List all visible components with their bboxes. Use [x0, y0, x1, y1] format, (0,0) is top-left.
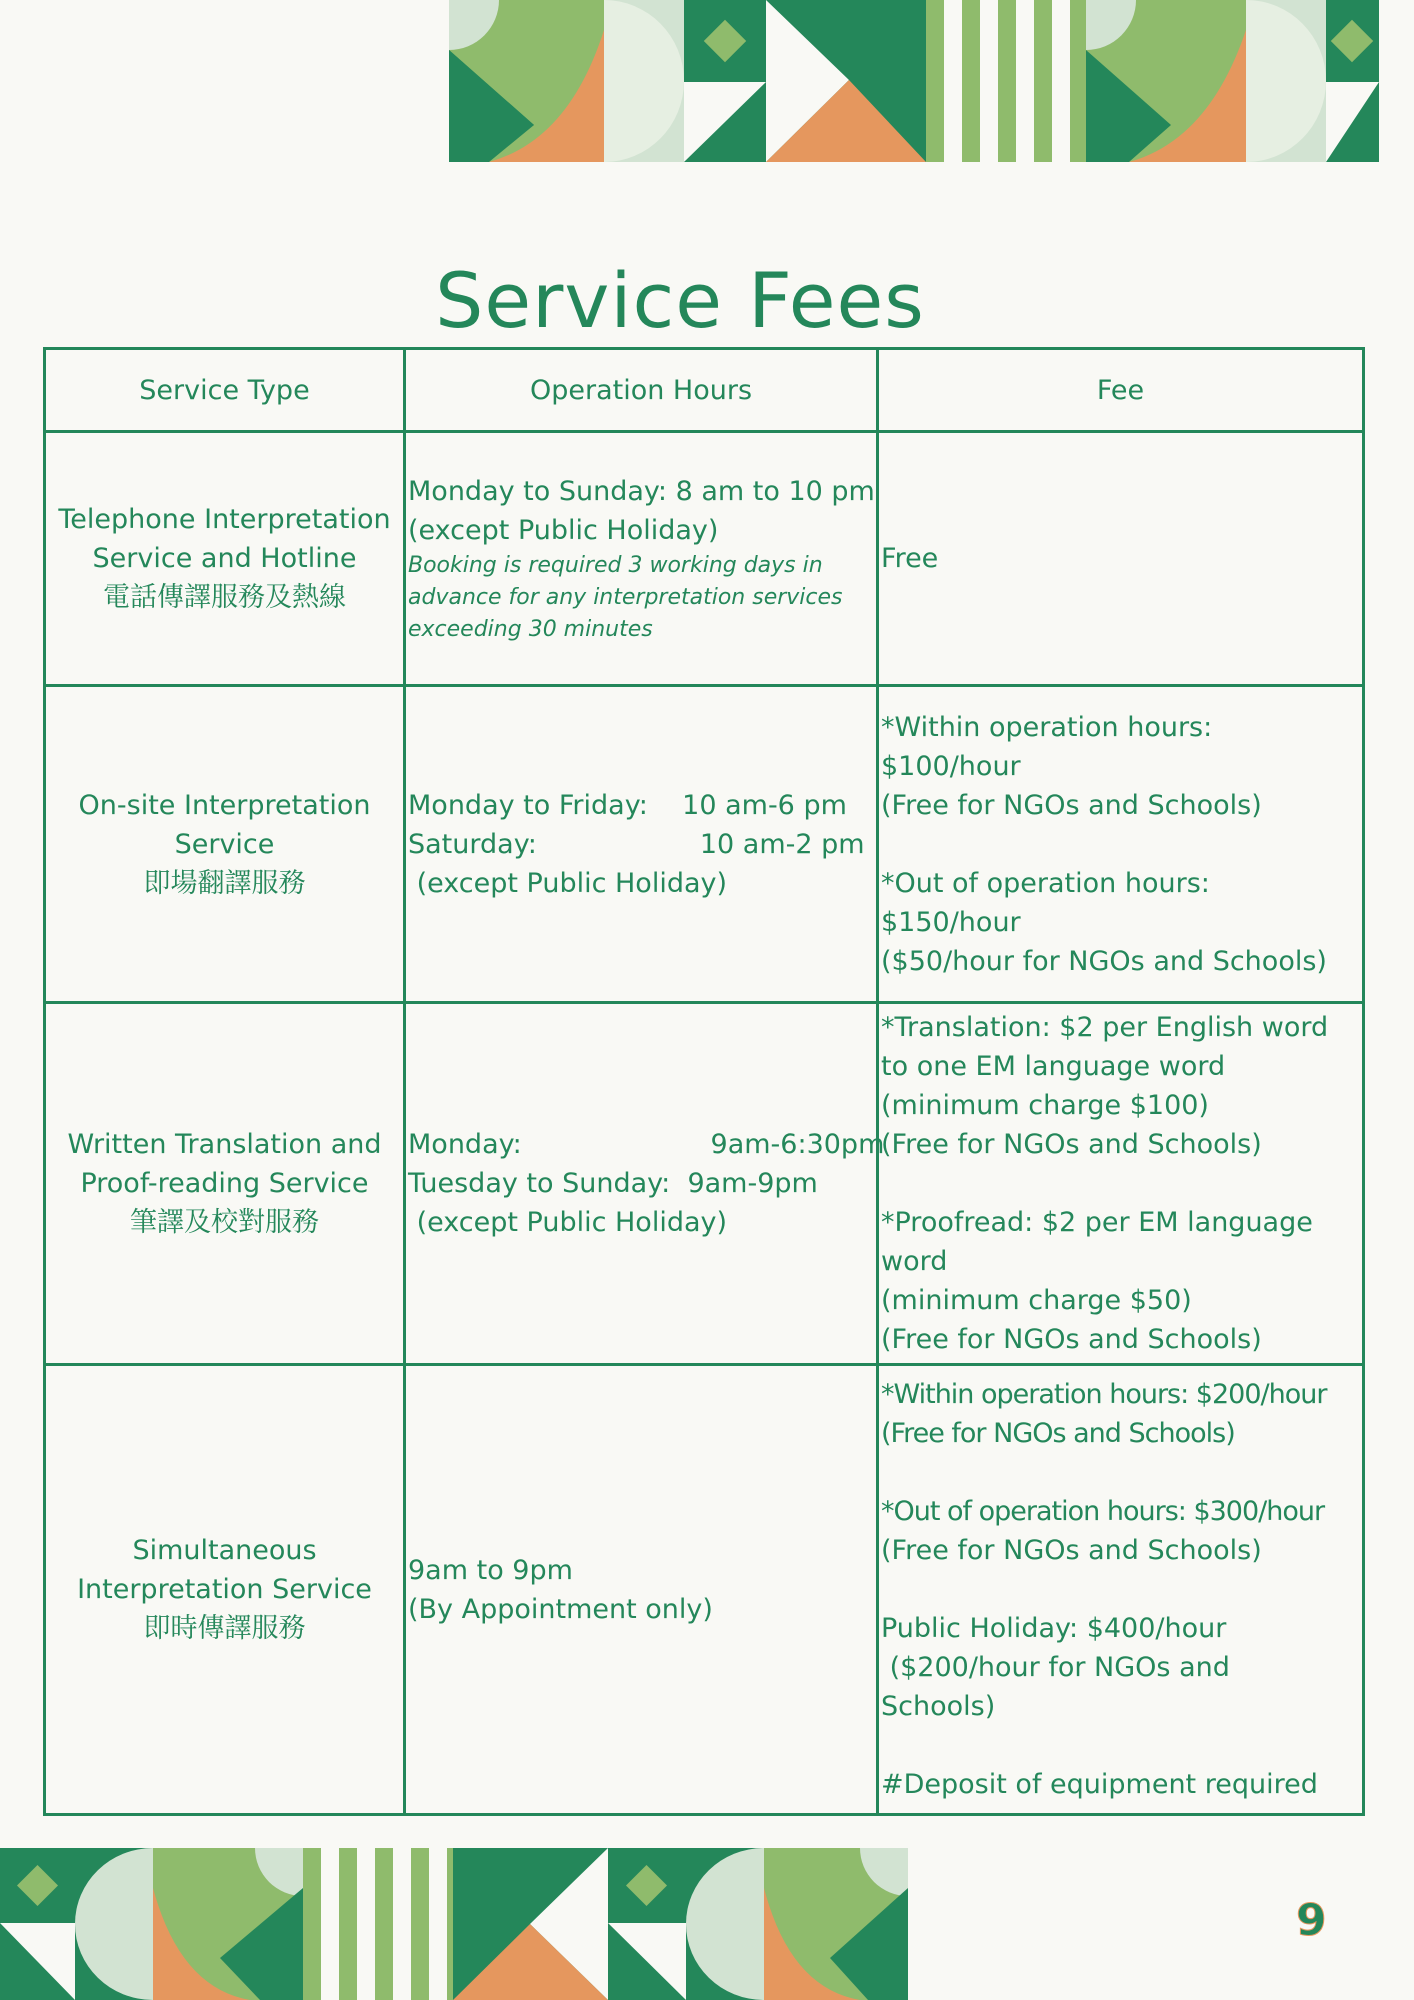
hours-line: (except Public Holiday)	[408, 1207, 728, 1238]
service-type-cell	[45, 1365, 405, 1815]
fee-line: (minimum charge $100)	[881, 1090, 1209, 1121]
service-type-cell	[45, 432, 405, 686]
header-fee: Fee	[878, 349, 1364, 432]
top-geometric-banner	[449, 0, 1379, 162]
fee-line: (Free for NGOs and Schools)	[881, 1535, 1262, 1566]
fee-cell	[878, 1003, 1364, 1365]
header-service-type: Service Type	[45, 349, 405, 432]
hours-line: 9am to 9pm	[408, 1554, 573, 1586]
table-row	[45, 686, 1364, 1003]
service-type-line: Service and Hotline	[92, 543, 357, 574]
operation-hours-cell	[405, 432, 878, 686]
table-row	[45, 1365, 1364, 1815]
page-title: Service Fees	[435, 255, 925, 345]
hours-line: Saturday: 10 am-2 pm	[408, 828, 865, 860]
fee-line: *Proofread: $2 per EM language	[881, 1207, 1313, 1238]
fee-line: (minimum charge $50)	[881, 1285, 1192, 1316]
fee-line: Free	[881, 543, 939, 574]
fee-line: $100/hour	[881, 750, 1021, 782]
operation-hours-cell	[405, 686, 878, 1003]
fee-line: word	[881, 1246, 948, 1277]
fee-line: *Within operation hours:	[881, 711, 1213, 743]
hours-line: Monday: 9am-6:30pm	[408, 1129, 885, 1160]
fee-line: (Free for NGOs and Schools)	[881, 1418, 1235, 1449]
service-type-line: Interpretation Service	[77, 1574, 372, 1605]
fee-line: *Out of operation hours: $300/hour	[881, 1496, 1325, 1527]
spacer	[881, 1726, 1360, 1765]
fee-line: ($50/hour for NGOs and Schools)	[881, 945, 1327, 977]
fee-line: #Deposit of equipment required	[881, 1769, 1318, 1800]
service-type-cell	[45, 686, 405, 1003]
service-fees-table	[43, 347, 1365, 1816]
fee-line: $150/hour	[881, 906, 1021, 938]
bottom-geometric-banner	[0, 1848, 908, 2000]
hours-line: Tuesday to Sunday: 9am-9pm	[408, 1168, 818, 1199]
service-type-chinese: 電話傳譯服務及熱線	[103, 582, 346, 613]
fee-line: (Free for NGOs and Schools)	[881, 1129, 1262, 1160]
service-type-line: Proof-reading Service	[80, 1168, 369, 1199]
hours-line: Monday to Friday: 10 am-6 pm	[408, 789, 847, 821]
spacer	[881, 1164, 1360, 1203]
fee-line: *Out of operation hours:	[881, 867, 1210, 899]
header-operation-hours: Operation Hours	[405, 349, 878, 432]
fee-cell	[878, 1365, 1364, 1815]
hours-line: (except Public Holiday)	[408, 514, 719, 546]
fee-line: (Free for NGOs and Schools)	[881, 1324, 1262, 1355]
page-number: 9	[1296, 1895, 1327, 1946]
fee-cell	[878, 432, 1364, 686]
service-type-line: Simultaneous	[132, 1535, 317, 1566]
service-type-chinese: 即場翻譯服務	[143, 867, 306, 899]
spacer	[881, 1453, 1360, 1492]
fee-line: (Free for NGOs and Schools)	[881, 789, 1262, 821]
service-type-cell	[45, 1003, 405, 1365]
fee-line: Schools)	[881, 1691, 996, 1722]
service-type-chinese: 即時傳譯服務	[143, 1613, 306, 1644]
hours-line: (By Appointment only)	[408, 1593, 713, 1625]
fee-line: *Within operation hours: $200/hour	[881, 1379, 1327, 1410]
booking-note: Booking is required 3 working days in	[408, 552, 823, 578]
hours-line: (except Public Holiday)	[408, 867, 728, 899]
hours-line: Monday to Sunday: 8 am to 10 pm	[408, 475, 875, 507]
service-type-line: On-site Interpretation	[78, 789, 371, 821]
service-type-chinese: 筆譯及校對服務	[130, 1207, 319, 1238]
table-row	[45, 432, 1364, 686]
booking-note: advance for any interpretation services	[408, 584, 843, 610]
spacer	[881, 1570, 1360, 1609]
service-type-line: Written Translation and	[67, 1129, 382, 1160]
fee-line: to one EM language word	[881, 1051, 1226, 1082]
fee-line: *Translation: $2 per English word	[881, 1012, 1329, 1043]
booking-note: exceeding 30 minutes	[408, 616, 653, 642]
operation-hours-cell	[405, 1003, 885, 1365]
fee-line: Public Holiday: $400/hour	[881, 1613, 1227, 1644]
spacer	[881, 825, 1360, 864]
service-type-line: Telephone Interpretation	[58, 504, 391, 535]
operation-hours-cell	[405, 1365, 878, 1815]
table-header-row	[45, 349, 1364, 432]
fee-cell	[878, 686, 1364, 1003]
service-type-line: Service	[174, 828, 275, 860]
table-row	[45, 1003, 1364, 1365]
fee-line: ($200/hour for NGOs and	[881, 1652, 1230, 1683]
